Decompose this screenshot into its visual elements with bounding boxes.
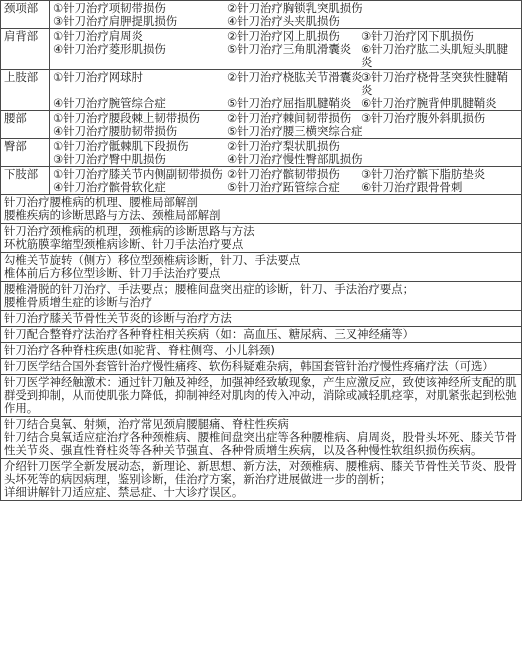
section-line: 详细讲解针刀适应症、禁忌症、十大诊疗误区。 (4, 485, 244, 499)
section-line: 针刀结合臭氧适应症治疗各种颈椎病、腰椎间盘突出症等各种腰椎病、肩周炎，股骨头坏死、膝关节骨性关节炎、强直性脊柱炎等各种关节强直、各种骨质增生疾病，以及各种慢性软组织损伤疾病。 (4, 430, 517, 457)
section-row (1, 327, 522, 343)
treatment-item: ③针刀治疗腹外斜肌损伤 (361, 111, 486, 125)
region-items (50, 29, 522, 70)
treatment-item: ③针刀治疗冈下肌损伤 (361, 29, 474, 43)
treatment-item: ①针刀治疗骶棘肌下段损伤 (53, 139, 189, 153)
section-cell (1, 359, 522, 375)
region-row (1, 70, 522, 111)
treatment-item: ⑥针刀治疗跟骨骨刺 (361, 180, 463, 194)
region-label: 臀部 (1, 139, 50, 167)
section-line: 椎体前后方移位型诊断、针刀手法治疗要点 (4, 266, 221, 280)
section-line: 腰椎骨质增生症的诊断与治疗 (4, 295, 153, 309)
section-line: 针刀治疗膝关节骨性关节炎的诊断与治疗方法 (4, 311, 232, 325)
treatment-item: ①针刀治疗腰段棘上韧带损伤 (53, 111, 200, 125)
item-line (53, 43, 519, 69)
section-line: 针刀医学神经触激术：通过针刀触及神经，加强神经致敏现象，产生应激反应，致使该神经所支配的肌群受到抑制，从而使肌张力降低，抑制神经对肌肉的传入冲动，消除或减轻肌痉挛，对肌紧张起到松弛作用。 (4, 375, 517, 415)
region-row (1, 29, 522, 70)
treatment-item: ④针刀治疗腰肋韧带损伤 (53, 124, 178, 138)
item-line (53, 97, 519, 110)
section-row (1, 343, 522, 359)
region-rows (1, 1, 522, 195)
treatment-item: ④针刀治疗腕管综合症 (53, 96, 166, 110)
section-cell (1, 375, 522, 417)
section-cell (1, 417, 522, 459)
section-rows (1, 195, 522, 501)
item-line (53, 125, 519, 138)
section-line: 针刀治疗各种脊柱疾患(如驼背、脊柱侧弯、小儿斜颈) (4, 343, 275, 357)
section-row (1, 282, 522, 311)
section-cell (1, 343, 522, 359)
section-line: 介绍针刀医学全新发展动态，新理论、新思想、新方法，对颈椎病、腰椎病、膝关节骨性关节炎、股骨头坏死等的病因病理，鉴别诊断，佳治疗方案，新治疗进展做进一步的剖析； (4, 459, 517, 486)
treatment-item: ⑤针刀治疗屈指肌腱鞘炎 (227, 96, 352, 110)
item-line (53, 15, 519, 28)
treatment-item: ③针刀治疗臀中肌损伤 (53, 152, 166, 166)
region-label: 腰部 (1, 111, 50, 139)
treatment-item: ②针刀治疗棘间韧带损伤 (227, 111, 352, 125)
section-line: 针刀结合臭氧、射频，治疗常见颈肩腰腿痛、脊柱性疾病 (4, 417, 289, 431)
treatment-item: ①针刀治疗膝关节内侧副韧带损伤 (53, 167, 223, 181)
section-cell (1, 311, 522, 327)
region-label: 肩背部 (1, 29, 50, 70)
region-row (1, 111, 522, 139)
treatment-item: ④针刀治疗头夹肌损伤 (227, 14, 340, 28)
section-cell (1, 459, 522, 501)
treatment-item: ②针刀治疗髌韧带损伤 (227, 167, 340, 181)
treatment-item: ④针刀治疗菱形肌损伤 (53, 42, 166, 56)
section-row (1, 375, 522, 417)
region-row (1, 167, 522, 195)
section-line: 针刀治疗颈椎病的机理，颈椎病的诊断思路与方法 (4, 224, 255, 238)
section-line: 针刀治疗腰椎病的机理、腰椎局部解剖 (4, 195, 198, 209)
section-line: 针刀配合整脊疗法治疗各种脊柱相关疾病（如：高血压、糖尿病、三叉神经痛等） (4, 327, 415, 341)
treatment-item: ⑥针刀治疗腕背伸肌腱鞘炎 (361, 96, 497, 110)
region-label: 下肢部 (1, 167, 50, 195)
item-line (53, 181, 519, 194)
treatment-item: ⑥针刀治疗肱二头肌短头肌腱炎 (361, 42, 508, 69)
section-row (1, 311, 522, 327)
region-items (50, 139, 522, 167)
treatment-item: ①针刀治疗肩周炎 (53, 29, 143, 43)
section-row (1, 224, 522, 253)
section-line: 环枕筋膜挛缩型颈椎病诊断、针刀手法治疗要点 (4, 237, 244, 251)
section-row (1, 459, 522, 501)
section-row (1, 359, 522, 375)
treatment-item: ④针刀治疗髌骨软化症 (53, 180, 166, 194)
section-cell (1, 195, 522, 224)
section-line: 勾椎关节旋转（侧方）移位型颈椎病诊断，针刀、手法要点 (4, 253, 301, 267)
treatment-item: ④针刀治疗慢性臀部肌损伤 (227, 152, 363, 166)
section-cell (1, 327, 522, 343)
region-items (50, 70, 522, 111)
section-cell (1, 253, 522, 282)
section-line: 腰椎滑脱的针刀治疗、手法要点；腰椎间盘突出症的诊断，针刀、手法治疗要点； (4, 282, 415, 296)
treatment-item: ③针刀治疗肩胛提肌损伤 (53, 14, 178, 28)
treatment-item: ①针刀治疗网球肘 (53, 70, 143, 84)
region-row (1, 1, 522, 29)
item-line (53, 71, 519, 97)
section-row (1, 253, 522, 282)
treatment-item: ②针刀治疗桡肱关节滑囊炎 (227, 70, 363, 84)
treatment-item: ⑤针刀治疗跖管综合症 (227, 180, 340, 194)
treatment-item: ③针刀治疗髌下脂肪垫炎 (361, 167, 486, 181)
item-line (53, 153, 519, 166)
region-items (50, 167, 522, 195)
section-line: 腰椎疾病的诊断思路与方法、颈椎局部解剖 (4, 208, 221, 222)
section-row (1, 417, 522, 459)
section-cell (1, 224, 522, 253)
treatment-item: ②针刀治疗梨状肌损伤 (227, 139, 340, 153)
treatment-item: ⑤针刀治疗腰三横突综合症 (227, 124, 363, 138)
section-line: 针刀医学结合国外套管针治疗慢性痛疼、软伤科疑难杂病，韩国套管针治疗慢性疼痛疗法（可选） (4, 359, 494, 373)
treatment-item: ⑤针刀治疗三角肌滑囊炎 (227, 42, 352, 56)
region-row (1, 139, 522, 167)
region-label: 颈项部 (1, 1, 50, 29)
region-items (50, 1, 522, 29)
region-items (50, 111, 522, 139)
region-label: 上肢部 (1, 70, 50, 111)
section-cell (1, 282, 522, 311)
treatment-item: ①针刀治疗项韧带损伤 (53, 1, 166, 15)
treatment-item: ②针刀治疗冈上肌损伤 (227, 29, 340, 43)
treatment-item: ②针刀治疗胸锁乳突肌损伤 (227, 1, 363, 15)
treatment-item: ③针刀治疗桡骨茎突狭性腱鞘炎 (361, 70, 508, 97)
section-row (1, 195, 522, 224)
